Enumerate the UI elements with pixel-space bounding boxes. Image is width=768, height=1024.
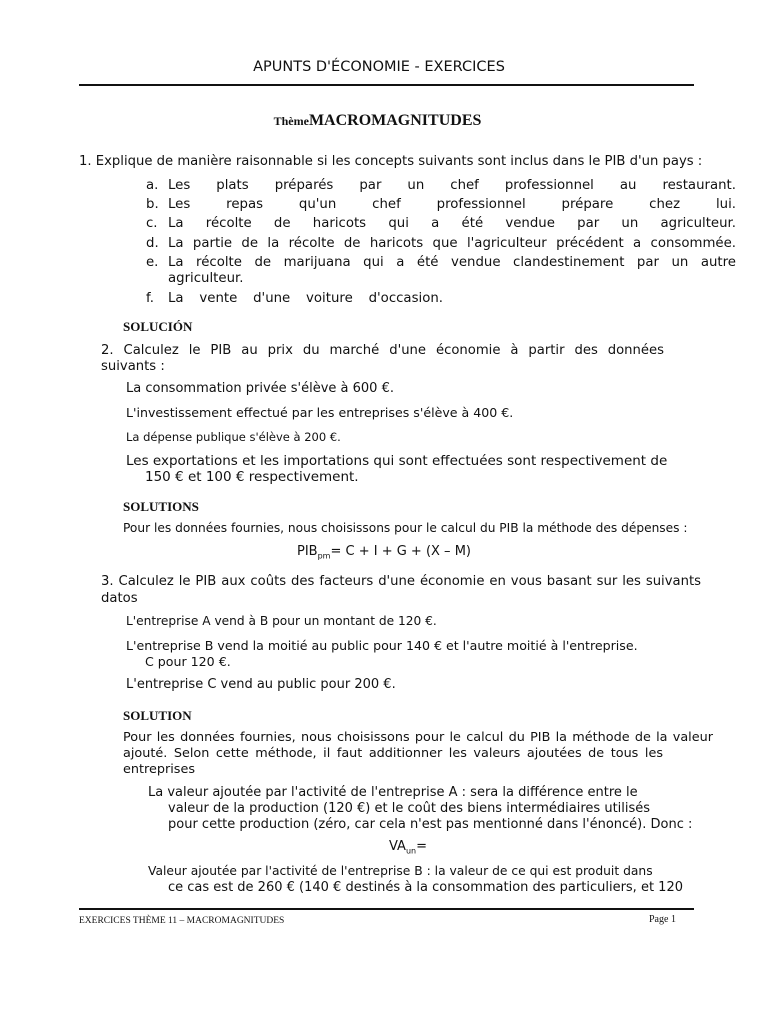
list-item xyxy=(123,614,437,628)
formula-lhs: PIB xyxy=(297,544,318,559)
header-rule xyxy=(79,84,694,86)
item-letter: d. xyxy=(146,235,159,251)
footer-rule xyxy=(79,908,694,910)
bullet-text: L'entreprise B vend la moitié au public pour 140 € et l'autre moitié à l'entreprise. xyxy=(126,638,638,653)
va-b-line-2: ce cas est de 260 € (140 € destinés à la consommation des particuliers, et 120 xyxy=(168,880,683,895)
solution-3-text xyxy=(123,730,713,778)
item-letter: e. xyxy=(146,254,159,270)
bullet-text: La dépense publique s'élève à 200 €. xyxy=(126,430,341,444)
question-3-line-1: 3. Calculez le PIB aux coûts des facteurs d'une économie en vous basant sur les suivants xyxy=(101,574,701,589)
item-text-line-1: La récolte de marijuana qui a été vendue clandestinement par un autre xyxy=(168,254,736,270)
formula-va xyxy=(0,839,768,856)
list-item xyxy=(123,638,638,653)
question-3-line-2: datos xyxy=(101,591,138,606)
list-item xyxy=(146,289,736,308)
footer-title: EXERCICES THÈME 11 – MACROMAGNITUDES xyxy=(79,916,285,926)
theme-name: MACROMAGNITUDES xyxy=(308,112,482,129)
formula-pib xyxy=(0,544,768,561)
theme-prefix: Thème xyxy=(273,114,309,128)
list-item xyxy=(123,430,341,444)
list-item xyxy=(146,214,736,233)
list-item xyxy=(123,381,394,396)
item-letter: f. xyxy=(146,290,154,306)
item-text: Les repas qu'un chef professionnel prépare chez lui. xyxy=(168,197,736,213)
list-item xyxy=(123,453,667,469)
item-letter: a. xyxy=(146,178,159,193)
solution-2-text: Pour les données fournies, nous choisissons pour le calcul du PIB la méthode des dépenses : xyxy=(123,521,688,535)
formula-va-subscript: un xyxy=(405,846,417,856)
list-item xyxy=(146,234,736,253)
va-b-line-1 xyxy=(145,863,683,880)
question-1: 1. Explique de manière raisonnable si les concepts suivants sont inclus dans le PIB d'un pays : xyxy=(79,154,703,169)
solution-3-line-2: ajouté. Selon cette méthode, il faut additionner les valeurs ajoutées de tous les xyxy=(123,746,663,761)
question-1-list xyxy=(146,176,736,308)
solution-heading: SOLUTION xyxy=(123,708,192,723)
formula-va-lhs: VA xyxy=(388,839,406,854)
item-text-line-2: agriculteur. xyxy=(168,270,244,286)
bullet-continuation: C pour 120 €. xyxy=(145,654,231,669)
question-3 xyxy=(101,574,701,607)
va-b-block xyxy=(145,863,683,896)
item-text: La vente d'une voiture d'occasion. xyxy=(168,290,443,306)
list-item xyxy=(123,677,396,692)
formula-rhs: = C + I + G + (X – M) xyxy=(330,544,471,559)
item-letter: b. xyxy=(146,197,159,213)
solucion-heading: SOLUCIÓN xyxy=(123,319,193,334)
list-item xyxy=(146,255,736,287)
item-text: La récolte de haricots qui a été vendue par un agriculteur. xyxy=(168,216,736,232)
page-number: Page 1 xyxy=(649,914,676,925)
formula-subscript: pm xyxy=(317,551,331,561)
question-2-line-2: suivants : xyxy=(101,359,165,374)
va-a-line-1 xyxy=(145,785,692,801)
solutions-heading: SOLUTIONS xyxy=(123,499,199,514)
solution-3-line-1: Pour les données fournies, nous choisissons pour le calcul du PIB la méthode de la valeur xyxy=(123,730,713,745)
solution-3-line-3: entreprises xyxy=(123,762,196,777)
list-item xyxy=(123,405,513,420)
bullet-text: La consommation privée s'élève à 600 €. xyxy=(126,381,394,396)
bullet-continuation: 150 € et 100 € respectivement. xyxy=(145,469,359,485)
va-a-line-3: pour cette production (zéro, car cela n'est pas mentionné dans l'énoncé). Donc : xyxy=(168,817,693,832)
question-2 xyxy=(101,343,664,375)
question-2-line-1: 2. Calculez le PIB au prix du marché d'une économie à partir des données xyxy=(101,343,664,358)
item-text: Les plats préparés par un chef professionnel au restaurant. xyxy=(168,178,736,193)
list-item xyxy=(146,195,736,214)
item-text xyxy=(168,255,736,287)
va-a-text-1: La valeur ajoutée par l'activité de l'entreprise A : sera la différence entre le xyxy=(148,785,638,800)
va-a-line-2: valeur de la production (120 €) et le coût des biens intermédiaires utilisés xyxy=(168,801,651,816)
va-a-block xyxy=(145,785,692,833)
page-header-title: APUNTS D'ÉCONOMIE - EXERCICES xyxy=(253,59,505,75)
list-item xyxy=(146,176,736,195)
item-text: La partie de la récolte de haricots que l'agriculteur précédent a consommée. xyxy=(168,235,736,251)
bullet-text: L'entreprise A vend à B pour un montant de 120 €. xyxy=(126,614,437,628)
bullet-text: L'entreprise C vend au public pour 200 €. xyxy=(126,677,396,692)
page-title xyxy=(0,112,755,130)
item-letter: c. xyxy=(146,216,158,232)
bullet-text: Les exportations et les importations qui sont effectuées sont respectivement de xyxy=(126,453,668,469)
va-b-text-1: Valeur ajoutée par l'activité de l'entreprise B : la valeur de ce qui est produit dans xyxy=(148,864,653,878)
bullet-text: L'investissement effectué par les entreprises s'élève à 400 €. xyxy=(126,405,514,420)
formula-va-rhs: = xyxy=(416,839,427,854)
